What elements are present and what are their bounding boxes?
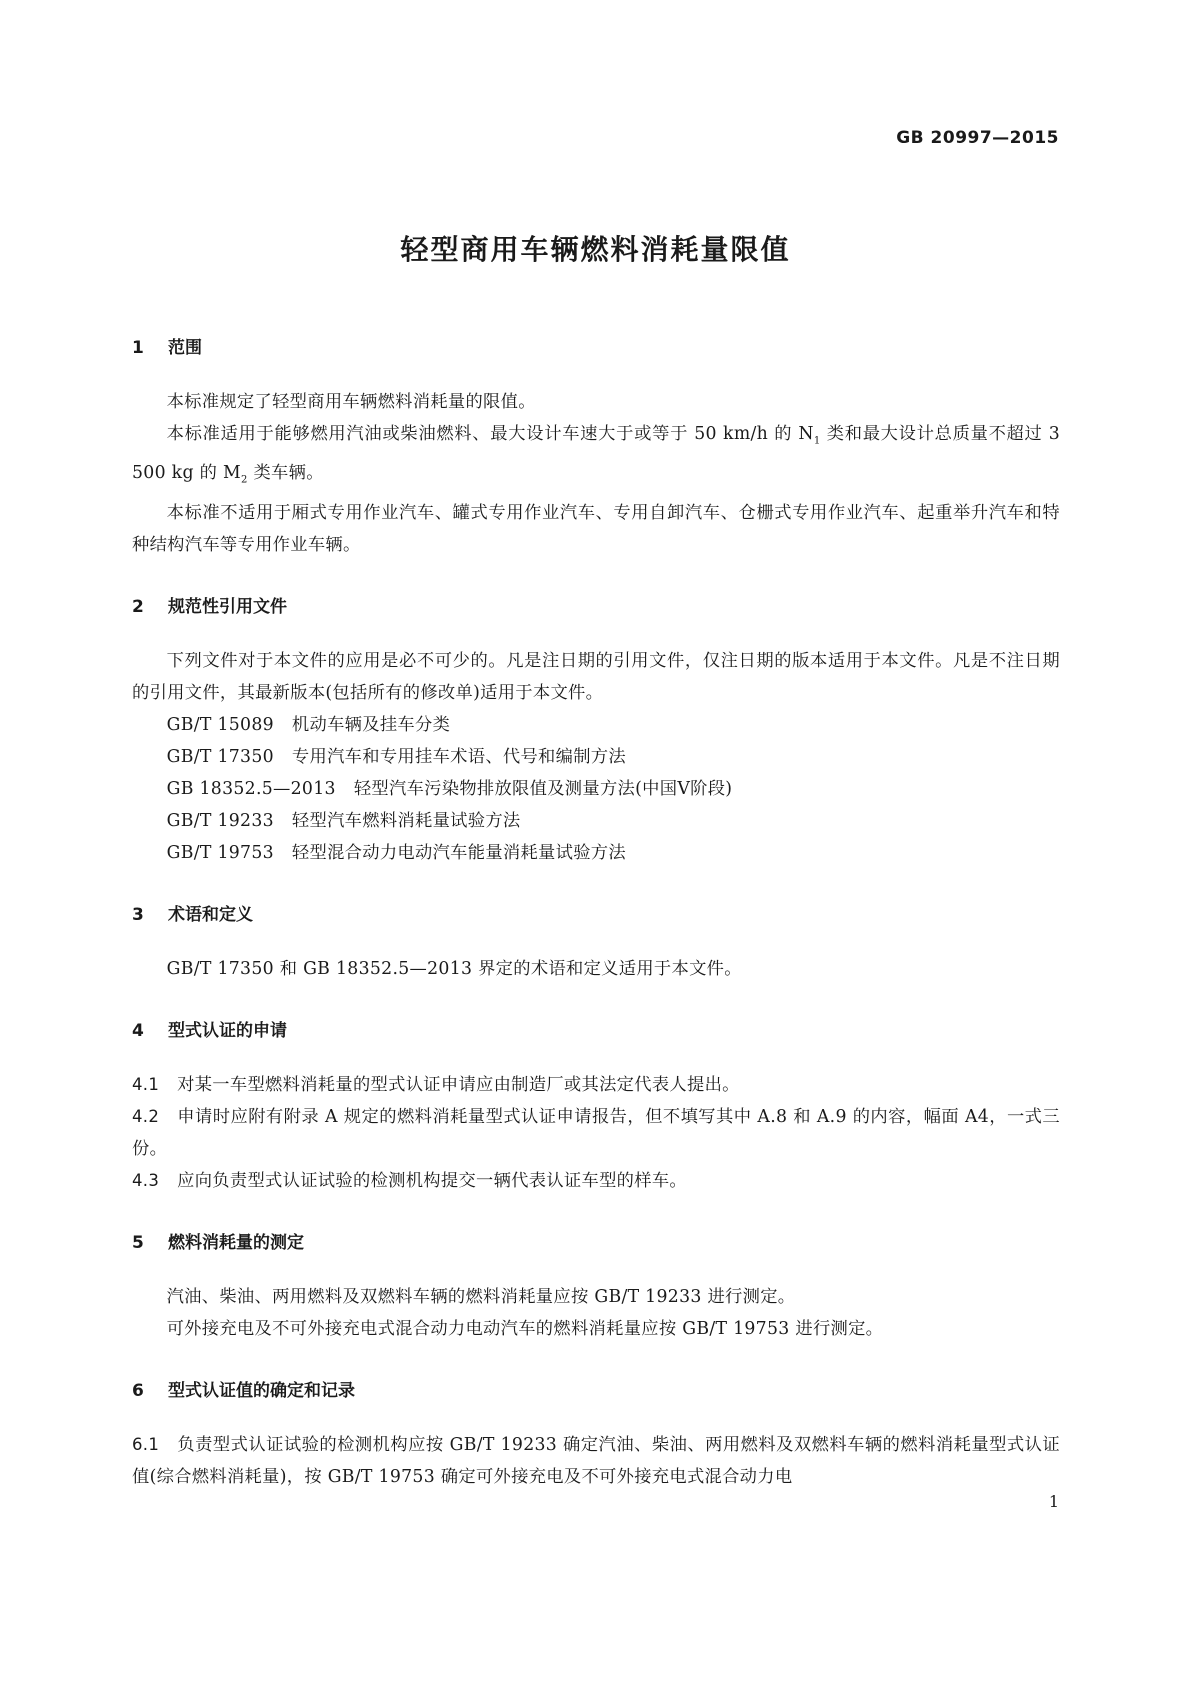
section-heading bbox=[132, 1231, 1060, 1255]
section-title: 型式认证值的确定和记录 bbox=[168, 1380, 355, 1401]
paragraph: 下列文件对于本文件的应用是必不可少的。凡是注日期的引用文件，仅注日期的版本适用于本文件。凡是不注日期的引用文件，其最新版本(包括所有的修改单)适用于本文件。 bbox=[132, 650, 1060, 703]
section-heading bbox=[132, 595, 1060, 619]
clause bbox=[132, 1069, 1060, 1101]
section-title: 范围 bbox=[168, 338, 202, 358]
section-number: 1 bbox=[132, 338, 144, 358]
spacer bbox=[132, 561, 1060, 595]
section-number: 4 bbox=[132, 1020, 144, 1041]
reference-code: GB 18352.5—2013 bbox=[166, 778, 336, 799]
paragraph: 本标准规定了轻型商用车辆燃料消耗量的限值。 bbox=[166, 392, 536, 412]
section-title: 术语和定义 bbox=[168, 904, 253, 925]
reference-code: GB/T 17350 bbox=[166, 746, 274, 767]
section-heading bbox=[132, 1379, 1060, 1403]
section-number: 3 bbox=[132, 904, 144, 925]
section-number: 2 bbox=[132, 596, 144, 617]
reference-name: 机动车辆及挂车分类 bbox=[291, 714, 451, 735]
section-terms-definitions bbox=[132, 903, 1060, 985]
section-type-approval-value bbox=[132, 1379, 1060, 1493]
clause bbox=[132, 1165, 1060, 1197]
section-normative-references bbox=[132, 595, 1060, 869]
paragraph bbox=[132, 418, 1060, 497]
reference-name: 专用汽车和专用挂车术语、代号和编制方法 bbox=[291, 746, 626, 767]
subscript: 1 bbox=[813, 435, 821, 447]
text-run: 类和最大设计总质量不超过 3 500 kg 的 M bbox=[132, 424, 1060, 484]
clause-text: 应向负责型式认证试验的检测机构提交一辆代表认证车型的样车。 bbox=[177, 1170, 687, 1191]
reference-code: GB/T 19233 bbox=[166, 810, 274, 831]
reference-name: 轻型混合动力电动汽车能量消耗量试验方法 bbox=[291, 842, 626, 863]
paragraph: 可外接充电及不可外接充电式混合动力电动汽车的燃料消耗量应按 GB/T 19753 进行测定。 bbox=[166, 1318, 884, 1339]
reference-item bbox=[132, 805, 1060, 837]
clause-number: 4.2 bbox=[132, 1106, 160, 1126]
clause-number: 4.1 bbox=[132, 1074, 160, 1094]
text-run: 本标准适用于能够燃用汽油或柴油燃料、最大设计车速大于或等于 50 km/h 的 N bbox=[166, 424, 814, 444]
section-title: 燃料消耗量的测定 bbox=[168, 1232, 304, 1253]
reference-name: 轻型汽车污染物排放限值及测量方法(中国Ⅴ阶段) bbox=[353, 778, 733, 799]
section-heading bbox=[132, 903, 1060, 927]
section-scope bbox=[132, 336, 1060, 561]
standard-number: GB 20997—2015 bbox=[896, 128, 1059, 148]
reference-item bbox=[132, 741, 1060, 773]
document-body bbox=[132, 336, 1060, 1493]
paragraph: 汽油、柴油、两用燃料及双燃料车辆的燃料消耗量应按 GB/T 19233 进行测定。 bbox=[166, 1286, 796, 1307]
section-title: 规范性引用文件 bbox=[168, 596, 287, 617]
section-number: 5 bbox=[132, 1232, 144, 1253]
spacer bbox=[132, 1197, 1060, 1231]
section-heading bbox=[132, 336, 1060, 360]
reference-name: 轻型汽车燃料消耗量试验方法 bbox=[291, 810, 521, 831]
section-heading bbox=[132, 1019, 1060, 1043]
section-title: 型式认证的申请 bbox=[168, 1020, 287, 1041]
reference-item bbox=[132, 709, 1060, 741]
reference-item bbox=[132, 773, 1060, 805]
section-number: 6 bbox=[132, 1380, 144, 1401]
clause-number: 6.1 bbox=[132, 1434, 160, 1454]
document-title: 轻型商用车辆燃料消耗量限值 bbox=[400, 233, 791, 266]
subscript: 2 bbox=[240, 474, 248, 486]
clause bbox=[132, 1429, 1060, 1493]
text-run: 类车辆。 bbox=[247, 463, 324, 484]
spacer bbox=[132, 869, 1060, 903]
clause-text: 申请时应附有附录 A 规定的燃料消耗量型式认证申请报告，但不填写其中 A.8 和 A.9 的内容，幅面 A4，一式三份。 bbox=[132, 1106, 1060, 1159]
reference-code: GB/T 15089 bbox=[166, 714, 274, 735]
reference-item bbox=[132, 837, 1060, 869]
paragraph: GB/T 17350 和 GB 18352.5—2013 界定的术语和定义适用于本文件。 bbox=[166, 958, 742, 979]
spacer bbox=[132, 985, 1060, 1019]
spacer bbox=[132, 1345, 1060, 1379]
reference-code: GB/T 19753 bbox=[166, 842, 274, 863]
paragraph: 本标准不适用于厢式专用作业汽车、罐式专用作业汽车、专用自卸汽车、仓栅式专用作业汽车、起重举升汽车和特种结构汽车等专用作业车辆。 bbox=[132, 502, 1060, 555]
clause-text: 对某一车型燃料消耗量的型式认证申请应由制造厂或其法定代表人提出。 bbox=[177, 1074, 740, 1095]
page-number: 1 bbox=[1048, 1492, 1059, 1511]
section-type-approval-application bbox=[132, 1019, 1060, 1197]
clause-number: 4.3 bbox=[132, 1170, 160, 1190]
clause-text: 负责型式认证试验的检测机构应按 GB/T 19233 确定汽油、柴油、两用燃料及双燃料车辆的燃料消耗量型式认证值(综合燃料消耗量)，按 GB/T 19753 确定可外接充电及不可外接充电式混合动力电 bbox=[132, 1434, 1060, 1487]
clause bbox=[132, 1101, 1060, 1165]
section-fuel-consumption-measurement bbox=[132, 1231, 1060, 1345]
